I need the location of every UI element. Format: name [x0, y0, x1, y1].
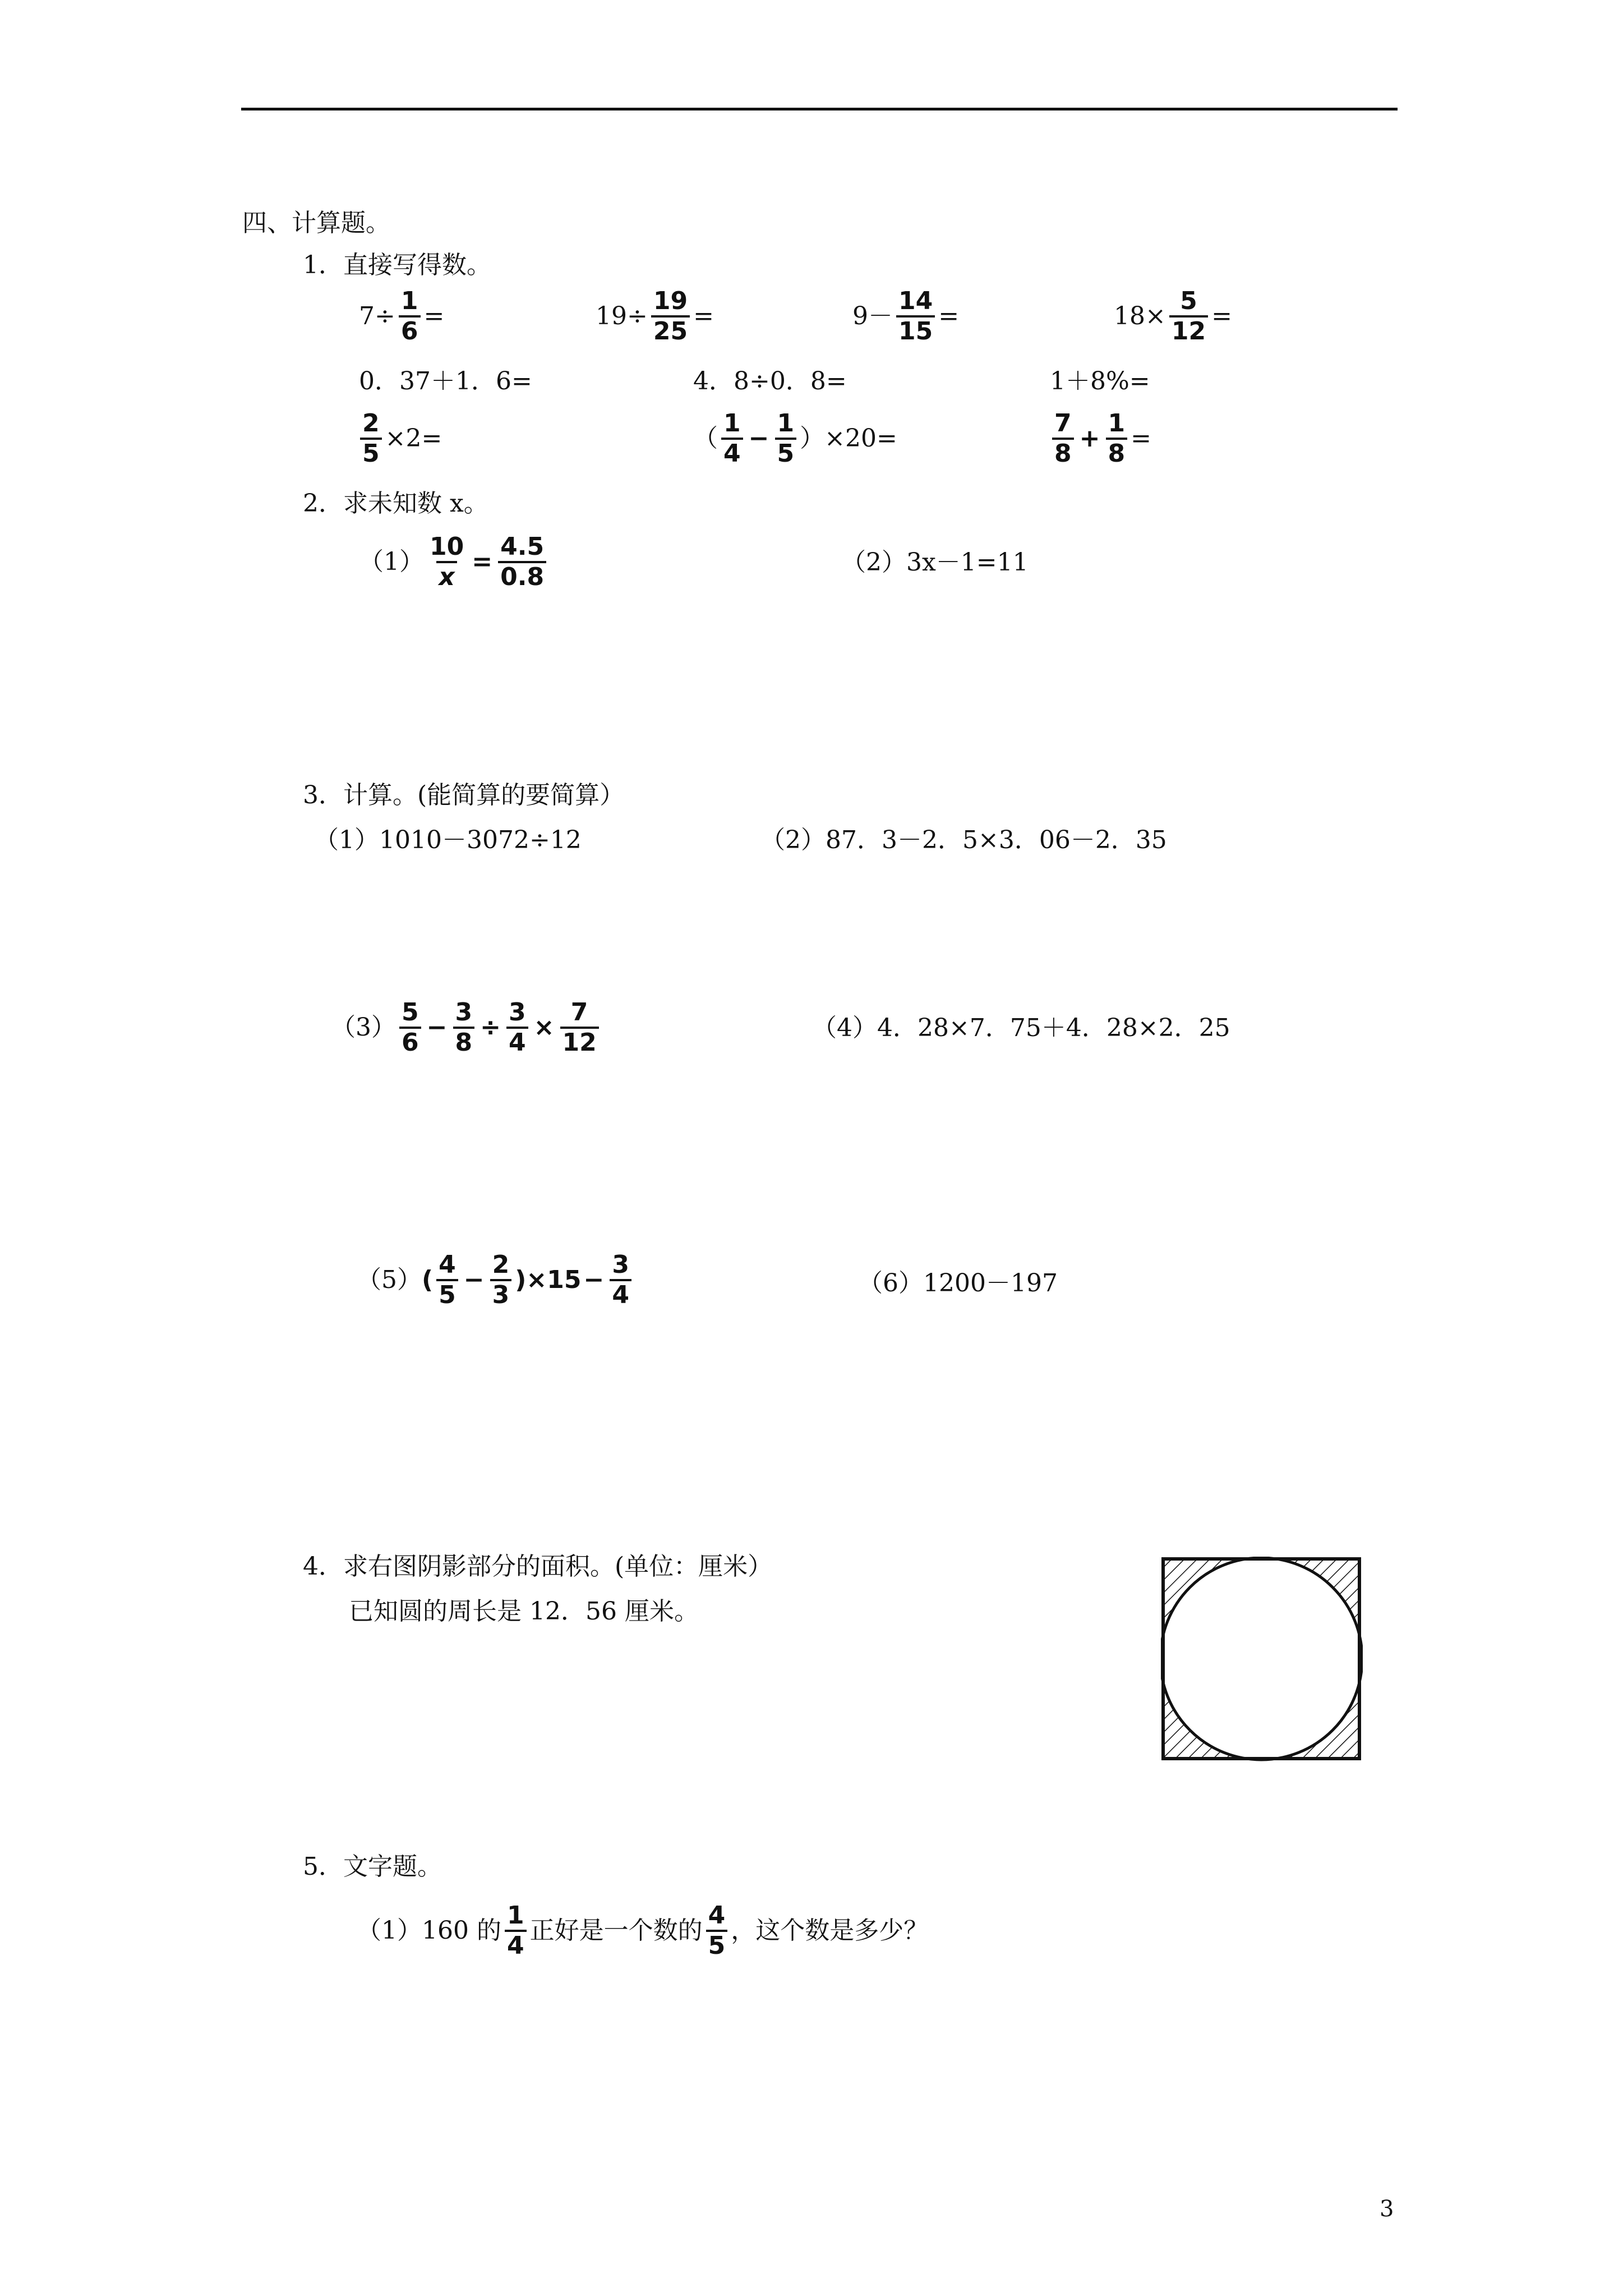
- fraction: $\frac{3}{4}$: [506, 999, 528, 1057]
- q3-part-4: （4）4．28×7．75＋4．28×2．25: [812, 1014, 1230, 1042]
- q3-part-2: （2）87．3－2．5×3．06－2．35: [760, 826, 1167, 854]
- q1-item-d: 18× $\frac{5}{12}$ =: [1114, 287, 1232, 346]
- fraction: $\frac{7}{8}$: [1052, 409, 1074, 468]
- fraction: $\frac{10}{x}$: [430, 532, 464, 591]
- q2-part-1: （1） $\frac{10}{x}$ = $\frac{4.5}{0.8}$: [359, 533, 550, 591]
- shaded-square-circle-figure: [1161, 1557, 1363, 1766]
- fraction: $\frac{4}{5}$: [436, 1251, 458, 1309]
- q3-part-1: （1）1010－3072÷12: [314, 826, 582, 854]
- fraction: $\frac{7}{12}$: [560, 999, 599, 1057]
- section-title: 四、计算题。: [242, 209, 390, 237]
- q1-item-h: $\frac{2}{5}$ ×2=: [357, 409, 442, 468]
- q5-title: 5．文字题。: [303, 1852, 442, 1881]
- fraction: $\frac{1}{4}$: [721, 409, 743, 468]
- fraction: $\frac{1}{4}$: [505, 1902, 527, 1960]
- q5-part-1: （1）160 的 $\frac{1}{4}$ 正好是一个数的 $\frac{4}{5}$ ，这个数是多少？: [357, 1901, 929, 1960]
- header-rule: [241, 108, 1398, 111]
- fraction: $\frac{5}{12}$: [1169, 287, 1208, 346]
- q1-item-c: 9－ $\frac{14}{15}$ =: [852, 287, 960, 346]
- q1-item-e: 0．37＋1．6=: [359, 367, 532, 395]
- q4-note: 已知圆的周长是 12．56 厘米。: [349, 1597, 699, 1626]
- q3-part-3: （3） $\frac{5}{6}$ − $\frac{3}{8}$ ÷ $\frac{3}{4}$ × $\frac{7}{12}$: [331, 999, 602, 1057]
- fraction: $\frac{1}{6}$: [399, 287, 421, 346]
- fraction: $\frac{4.5}{0.8}$: [498, 533, 546, 591]
- fraction: $\frac{2}{3}$: [490, 1251, 512, 1309]
- q1-item-f: 4．8÷0．8=: [693, 367, 847, 395]
- fraction: $\frac{3}{8}$: [453, 999, 475, 1057]
- q1-item-a: 7÷ $\frac{1}{6}$ =: [359, 287, 445, 346]
- fraction: $\frac{1}{5}$: [775, 409, 797, 468]
- page-number: 3: [1380, 2196, 1394, 2222]
- q1-item-b: 19÷ $\frac{19}{25}$ =: [596, 287, 714, 346]
- q1-title: 1．直接写得数。: [303, 251, 491, 279]
- q1-item-i: （ $\frac{1}{4}$ − $\frac{1}{5}$ ）×20=: [693, 409, 897, 468]
- fraction: $\frac{14}{15}$: [896, 287, 935, 346]
- fraction: $\frac{2}{5}$: [360, 409, 382, 468]
- q4-title: 4．求右图阴影部分的面积。(单位：厘米）: [303, 1552, 773, 1581]
- q3-title: 3．计算。(能简算的要简算）: [303, 781, 625, 809]
- fraction: $\frac{3}{4}$: [610, 1251, 631, 1309]
- q2-title: 2．求未知数 x。: [303, 489, 488, 518]
- fraction: $\frac{5}{6}$: [399, 999, 421, 1057]
- q1-item-j: $\frac{7}{8}$ + $\frac{1}{8}$ =: [1049, 409, 1151, 468]
- fraction: $\frac{1}{8}$: [1106, 409, 1128, 468]
- fraction: $\frac{19}{25}$: [651, 287, 690, 346]
- q2-part-2: （2）3x－1=11: [841, 548, 1029, 577]
- q1-item-g: 1＋8%=: [1050, 367, 1150, 395]
- fraction: $\frac{4}{5}$: [706, 1902, 728, 1960]
- q3-part-5: （5） ( $\frac{4}{5}$ − $\frac{2}{3}$ )×15 − $\frac{3}{4}$: [357, 1251, 635, 1309]
- q3-part-6: （6）1200－197: [858, 1269, 1058, 1297]
